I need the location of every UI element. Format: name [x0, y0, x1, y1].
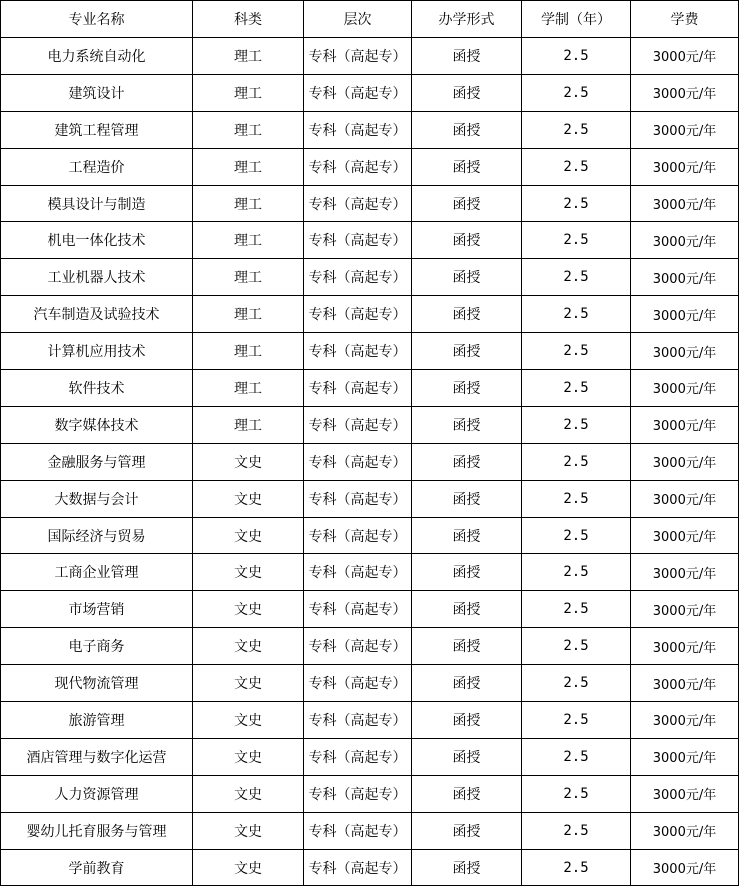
cell-duration: 2.5: [522, 517, 631, 554]
cell-major-name: 工业机器人技术: [1, 259, 193, 296]
table-row: [1, 591, 739, 628]
cell-major-name: 电子商务: [1, 628, 193, 665]
cell-category: 理工: [193, 406, 304, 443]
cell-duration: 2.5: [522, 849, 631, 886]
cell-tuition: 3000元/年: [631, 74, 739, 111]
cell-duration: 2.5: [522, 812, 631, 849]
cell-duration: 2.5: [522, 38, 631, 75]
cell-tuition: 3000元/年: [631, 111, 739, 148]
cell-duration: 2.5: [522, 259, 631, 296]
cell-level: 专科（高起专）: [304, 702, 412, 739]
table-row: [1, 554, 739, 591]
cell-major-name: 工商企业管理: [1, 554, 193, 591]
cell-category: 理工: [193, 333, 304, 370]
cell-major-name: 工程造价: [1, 148, 193, 185]
cell-duration: 2.5: [522, 480, 631, 517]
cell-category: 文史: [193, 849, 304, 886]
cell-category: 理工: [193, 74, 304, 111]
cell-duration: 2.5: [522, 591, 631, 628]
cell-category: 文史: [193, 738, 304, 775]
table-row: [1, 370, 739, 407]
cell-duration: 2.5: [522, 370, 631, 407]
table-row: [1, 849, 739, 886]
cell-duration: 2.5: [522, 185, 631, 222]
cell-category: 理工: [193, 296, 304, 333]
cell-study-mode: 函授: [412, 775, 522, 812]
cell-major-name: 软件技术: [1, 370, 193, 407]
cell-duration: 2.5: [522, 74, 631, 111]
cell-tuition: 3000元/年: [631, 38, 739, 75]
table-row: [1, 628, 739, 665]
table-row: [1, 443, 739, 480]
cell-level: 专科（高起专）: [304, 38, 412, 75]
header-tuition: 学费: [631, 1, 739, 38]
cell-level: 专科（高起专）: [304, 74, 412, 111]
cell-level: 专科（高起专）: [304, 812, 412, 849]
cell-study-mode: 函授: [412, 665, 522, 702]
cell-duration: 2.5: [522, 554, 631, 591]
cell-category: 文史: [193, 517, 304, 554]
cell-study-mode: 函授: [412, 222, 522, 259]
header-category: 科类: [193, 1, 304, 38]
cell-level: 专科（高起专）: [304, 443, 412, 480]
cell-duration: 2.5: [522, 333, 631, 370]
cell-study-mode: 函授: [412, 185, 522, 222]
table-row: [1, 702, 739, 739]
cell-study-mode: 函授: [412, 259, 522, 296]
cell-study-mode: 函授: [412, 554, 522, 591]
cell-study-mode: 函授: [412, 628, 522, 665]
table-row: [1, 74, 739, 111]
cell-major-name: 数字媒体技术: [1, 406, 193, 443]
cell-major-name: 金融服务与管理: [1, 443, 193, 480]
cell-category: 理工: [193, 259, 304, 296]
cell-major-name: 市场营销: [1, 591, 193, 628]
cell-duration: 2.5: [522, 296, 631, 333]
cell-category: 文史: [193, 775, 304, 812]
cell-level: 专科（高起专）: [304, 849, 412, 886]
cell-level: 专科（高起专）: [304, 775, 412, 812]
table-row: [1, 738, 739, 775]
cell-study-mode: 函授: [412, 296, 522, 333]
cell-level: 专科（高起专）: [304, 296, 412, 333]
cell-duration: 2.5: [522, 406, 631, 443]
cell-study-mode: 函授: [412, 443, 522, 480]
cell-study-mode: 函授: [412, 111, 522, 148]
cell-level: 专科（高起专）: [304, 333, 412, 370]
cell-category: 文史: [193, 591, 304, 628]
cell-tuition: 3000元/年: [631, 480, 739, 517]
cell-major-name: 汽车制造及试验技术: [1, 296, 193, 333]
cell-duration: 2.5: [522, 738, 631, 775]
table-row: [1, 665, 739, 702]
cell-major-name: 酒店管理与数字化运营: [1, 738, 193, 775]
cell-tuition: 3000元/年: [631, 333, 739, 370]
table-row: [1, 480, 739, 517]
cell-category: 文史: [193, 480, 304, 517]
cell-category: 文史: [193, 702, 304, 739]
cell-tuition: 3000元/年: [631, 812, 739, 849]
cell-major-name: 电力系统自动化: [1, 38, 193, 75]
cell-category: 理工: [193, 370, 304, 407]
cell-study-mode: 函授: [412, 333, 522, 370]
cell-tuition: 3000元/年: [631, 775, 739, 812]
cell-duration: 2.5: [522, 702, 631, 739]
cell-tuition: 3000元/年: [631, 222, 739, 259]
table-row: [1, 333, 739, 370]
header-duration: 学制（年）: [522, 1, 631, 38]
table-row: [1, 222, 739, 259]
header-major-name: 专业名称: [1, 1, 193, 38]
cell-major-name: 模具设计与制造: [1, 185, 193, 222]
cell-level: 专科（高起专）: [304, 148, 412, 185]
cell-category: 理工: [193, 38, 304, 75]
cell-level: 专科（高起专）: [304, 406, 412, 443]
cell-study-mode: 函授: [412, 591, 522, 628]
cell-tuition: 3000元/年: [631, 296, 739, 333]
table-row: [1, 185, 739, 222]
cell-category: 文史: [193, 628, 304, 665]
cell-major-name: 人力资源管理: [1, 775, 193, 812]
cell-tuition: 3000元/年: [631, 370, 739, 407]
cell-study-mode: 函授: [412, 517, 522, 554]
table-row: [1, 111, 739, 148]
cell-level: 专科（高起专）: [304, 259, 412, 296]
cell-major-name: 现代物流管理: [1, 665, 193, 702]
cell-tuition: 3000元/年: [631, 185, 739, 222]
cell-category: 理工: [193, 111, 304, 148]
cell-level: 专科（高起专）: [304, 665, 412, 702]
cell-study-mode: 函授: [412, 406, 522, 443]
table-row: [1, 296, 739, 333]
cell-tuition: 3000元/年: [631, 849, 739, 886]
cell-duration: 2.5: [522, 775, 631, 812]
cell-duration: 2.5: [522, 443, 631, 480]
cell-tuition: 3000元/年: [631, 628, 739, 665]
cell-major-name: 大数据与会计: [1, 480, 193, 517]
cell-tuition: 3000元/年: [631, 443, 739, 480]
header-row: [1, 1, 739, 38]
cell-level: 专科（高起专）: [304, 554, 412, 591]
cell-category: 理工: [193, 222, 304, 259]
table-row: [1, 812, 739, 849]
cell-major-name: 旅游管理: [1, 702, 193, 739]
cell-duration: 2.5: [522, 665, 631, 702]
cell-level: 专科（高起专）: [304, 517, 412, 554]
cell-level: 专科（高起专）: [304, 370, 412, 407]
cell-tuition: 3000元/年: [631, 665, 739, 702]
cell-tuition: 3000元/年: [631, 591, 739, 628]
cell-tuition: 3000元/年: [631, 517, 739, 554]
cell-level: 专科（高起专）: [304, 222, 412, 259]
table-row: [1, 148, 739, 185]
cell-tuition: 3000元/年: [631, 738, 739, 775]
cell-major-name: 计算机应用技术: [1, 333, 193, 370]
cell-category: 文史: [193, 443, 304, 480]
cell-study-mode: 函授: [412, 38, 522, 75]
cell-study-mode: 函授: [412, 702, 522, 739]
table-body: [1, 38, 739, 886]
header-study-mode: 办学形式: [412, 1, 522, 38]
cell-level: 专科（高起专）: [304, 738, 412, 775]
cell-duration: 2.5: [522, 628, 631, 665]
cell-tuition: 3000元/年: [631, 554, 739, 591]
table-row: [1, 38, 739, 75]
cell-level: 专科（高起专）: [304, 111, 412, 148]
cell-level: 专科（高起专）: [304, 480, 412, 517]
cell-major-name: 建筑设计: [1, 74, 193, 111]
cell-level: 专科（高起专）: [304, 185, 412, 222]
table-row: [1, 775, 739, 812]
cell-study-mode: 函授: [412, 370, 522, 407]
cell-category: 理工: [193, 148, 304, 185]
table-row: [1, 517, 739, 554]
cell-tuition: 3000元/年: [631, 148, 739, 185]
cell-level: 专科（高起专）: [304, 628, 412, 665]
cell-major-name: 建筑工程管理: [1, 111, 193, 148]
cell-study-mode: 函授: [412, 849, 522, 886]
table-row: [1, 259, 739, 296]
cell-study-mode: 函授: [412, 738, 522, 775]
cell-study-mode: 函授: [412, 480, 522, 517]
cell-tuition: 3000元/年: [631, 406, 739, 443]
cell-tuition: 3000元/年: [631, 259, 739, 296]
cell-category: 文史: [193, 665, 304, 702]
cell-study-mode: 函授: [412, 148, 522, 185]
cell-major-name: 学前教育: [1, 849, 193, 886]
cell-duration: 2.5: [522, 222, 631, 259]
cell-category: 理工: [193, 185, 304, 222]
cell-level: 专科（高起专）: [304, 591, 412, 628]
header-level: 层次: [304, 1, 412, 38]
cell-tuition: 3000元/年: [631, 702, 739, 739]
cell-category: 文史: [193, 554, 304, 591]
table-row: [1, 406, 739, 443]
cell-major-name: 国际经济与贸易: [1, 517, 193, 554]
cell-major-name: 机电一体化技术: [1, 222, 193, 259]
cell-duration: 2.5: [522, 148, 631, 185]
cell-study-mode: 函授: [412, 812, 522, 849]
cell-study-mode: 函授: [412, 74, 522, 111]
cell-major-name: 婴幼儿托育服务与管理: [1, 812, 193, 849]
cell-category: 文史: [193, 812, 304, 849]
cell-duration: 2.5: [522, 111, 631, 148]
